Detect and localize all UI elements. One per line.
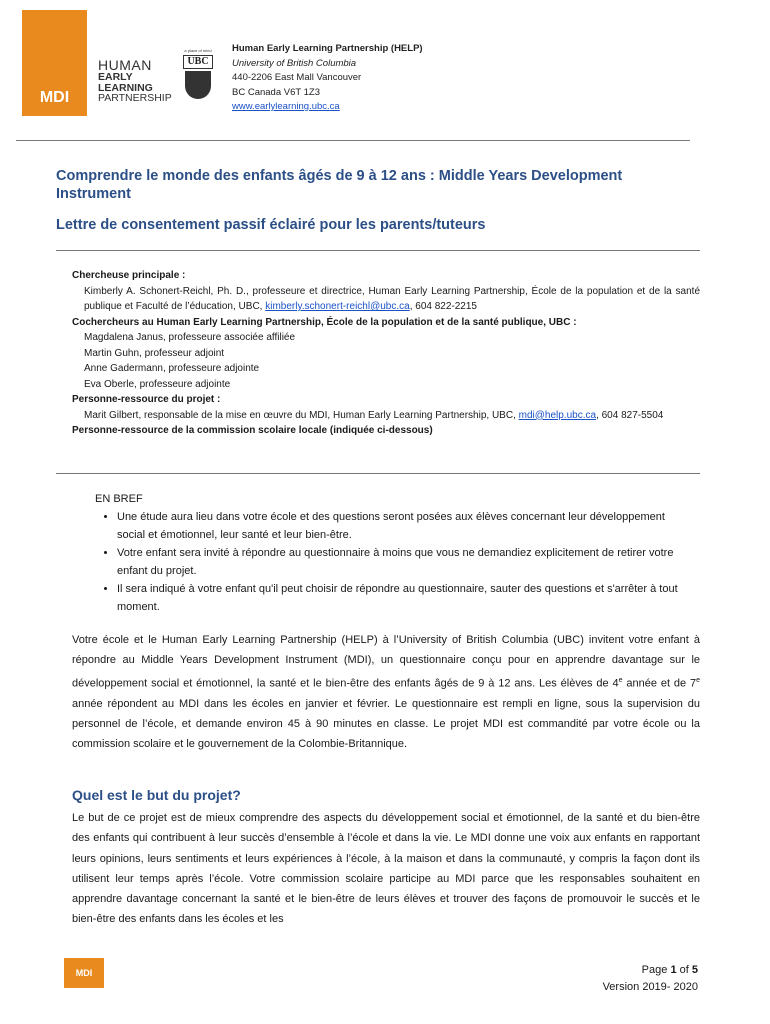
intro-text: année et de 7: [622, 677, 697, 690]
section-divider: [56, 250, 700, 251]
of-word: of: [679, 964, 689, 976]
footer-mdi-logo: [64, 958, 104, 988]
header-divider: [16, 140, 690, 141]
summary-item: • Il sera indiqué à votre enfant qu'il peut choisir de répondre au questionnaire, sauter des questions et s'arrêter à tout moment.: [117, 580, 695, 616]
summary-box: [95, 490, 695, 616]
summary-list: [95, 508, 695, 616]
co-researcher: Magdalena Janus, professeure associée affiliée: [84, 332, 296, 343]
intro-text: Votre école et le Human Early Learning Partnership (HELP) à l’University of British Columbia (UBC) invitent votre enfant à répondre au Middle Years Development Instrument (MDI), un questionnaire conçu pour en apprendre davantage sur le développement social et émotionnel, la santé et le bien-être des enfants âgés de 9 à 12 ans. Les élèves de 4: [72, 634, 700, 690]
pi-phone: , 604 822-2215: [409, 301, 477, 312]
district-contact-role: Personne-ressource de la commission scolaire locale (indiquée ci-dessous): [72, 425, 433, 436]
page-total: 5: [691, 964, 698, 976]
contact-email-link[interactable]: mdi@help.ubc.ca: [518, 409, 597, 421]
help-logo-line: EARLY LEARNING: [98, 71, 153, 94]
ubc-crest-icon: [185, 71, 211, 99]
intro-text: année répondent au MDI dans les écoles en janvier et février. Le questionnaire est rempli en ligne, sous la supervision du personnel de l’école, et demande environ 45 à 90 minutes en classe. Le projet MDI est commandité par votre école ou la commission scolaire et le gouvernement de la Colombie-Britannique.: [72, 697, 700, 751]
summary-item: • Une étude aura lieu dans votre école et des questions seront posées aux élèves concernant leur développement social et émotionnel, leur santé et leur bien-être.: [117, 508, 695, 544]
org-name: Human Early Learning Partnership (HELP): [232, 43, 423, 54]
ordinal-suffix: e: [696, 676, 701, 684]
page-current: 1: [670, 964, 677, 976]
ubc-logo: [183, 48, 213, 99]
ubc-wordmark: UBC: [183, 55, 213, 69]
ordinal-suffix: e: [618, 676, 623, 684]
address-line: BC Canada V6T 1Z3: [232, 86, 321, 98]
ubc-tagline: a place of mind: [184, 48, 212, 53]
co-researchers-role: Cochercheurs au Human Early Learning Partnership, École de la population et de la santé publique, UBC :: [72, 316, 577, 328]
university-name: University of British Columbia: [232, 57, 357, 69]
page-number: [603, 962, 698, 979]
document-version: Version 2019- 2020: [602, 981, 698, 993]
co-researcher: Eva Oberle, professeure adjointe: [84, 378, 231, 390]
intro-paragraph: [72, 630, 700, 754]
pi-text: Kimberly A. Schonert-Reichl, Ph. D., professeure et directrice, Human Early Learning Partnership, École de la population et de la santé publique et Faculté de l’éducation, UBC,: [84, 285, 700, 312]
purpose-paragraph: Le but de ce projet est de mieux comprendre des aspects du développement social et émotionnel, de la santé et du bien-être des enfants qui contribuent à leur succès d’ensemble à l’école et dans la vie. Le MDI donne une voix aux enfants en rapportant leurs opinions, leurs sentiments et leurs expériences à l’école, à la maison et dans la communauté, y compris la façon dont ils utilisent leur temps après l’école. Votre commission scolaire participe au MDI parce que les responsables souhaitent en apprendre davantage concernant la santé et le bien-être de leurs élèves et trouver des façons de promouvoir le succès et le bien-être des enfants dans les écoles et les: [72, 812, 700, 926]
page-footer: [603, 962, 698, 996]
summary-item: • Votre enfant sera invité à répondre au questionnaire à moins que vous ne demandiez explicitement de retirer votre enfant du projet.: [117, 544, 695, 580]
research-team: [72, 268, 700, 439]
header-address: [232, 42, 423, 115]
contact-details: [72, 408, 700, 424]
document-title: Comprendre le monde des enfants âgés de 9 à 12 ans : Middle Years Development Instrument: [56, 168, 623, 202]
page-word: Page: [641, 964, 668, 976]
contact-phone: , 604 827-5504: [596, 409, 664, 421]
pi-details: [72, 284, 700, 315]
help-logo-line: PARTNERSHIP: [98, 92, 172, 104]
contact-text: Marit Gilbert, responsable de la mise en œuvre du MDI, Human Early Learning Partnership, UBC,: [84, 409, 516, 421]
purpose-heading: Quel est le but du projet?: [72, 787, 241, 803]
document-subtitle: Lettre de consentement passif éclairé pour les parents/tuteurs: [56, 217, 486, 233]
pi-email-link[interactable]: kimberly.schonert-reichl@ubc.ca: [265, 301, 410, 312]
pi-role: Chercheuse principale :: [72, 270, 186, 281]
address-line: 440-2206 East Mall Vancouver: [232, 72, 362, 83]
section-divider: [56, 473, 700, 474]
mdi-logo-label: MDI: [39, 89, 70, 106]
help-logo-line: HUMAN: [98, 57, 152, 73]
website-link[interactable]: www.earlylearning.ubc.ca: [232, 101, 340, 112]
summary-heading: EN BREF: [95, 493, 143, 505]
mdi-logo: [22, 10, 87, 116]
co-researcher: Anne Gadermann, professeure adjointe: [84, 363, 260, 374]
contact-role: Personne-ressource du projet :: [72, 394, 221, 405]
co-researcher: Martin Guhn, professeur adjoint: [84, 347, 225, 359]
help-logo: [98, 58, 174, 104]
footer-mdi-label: MDI: [75, 968, 93, 978]
